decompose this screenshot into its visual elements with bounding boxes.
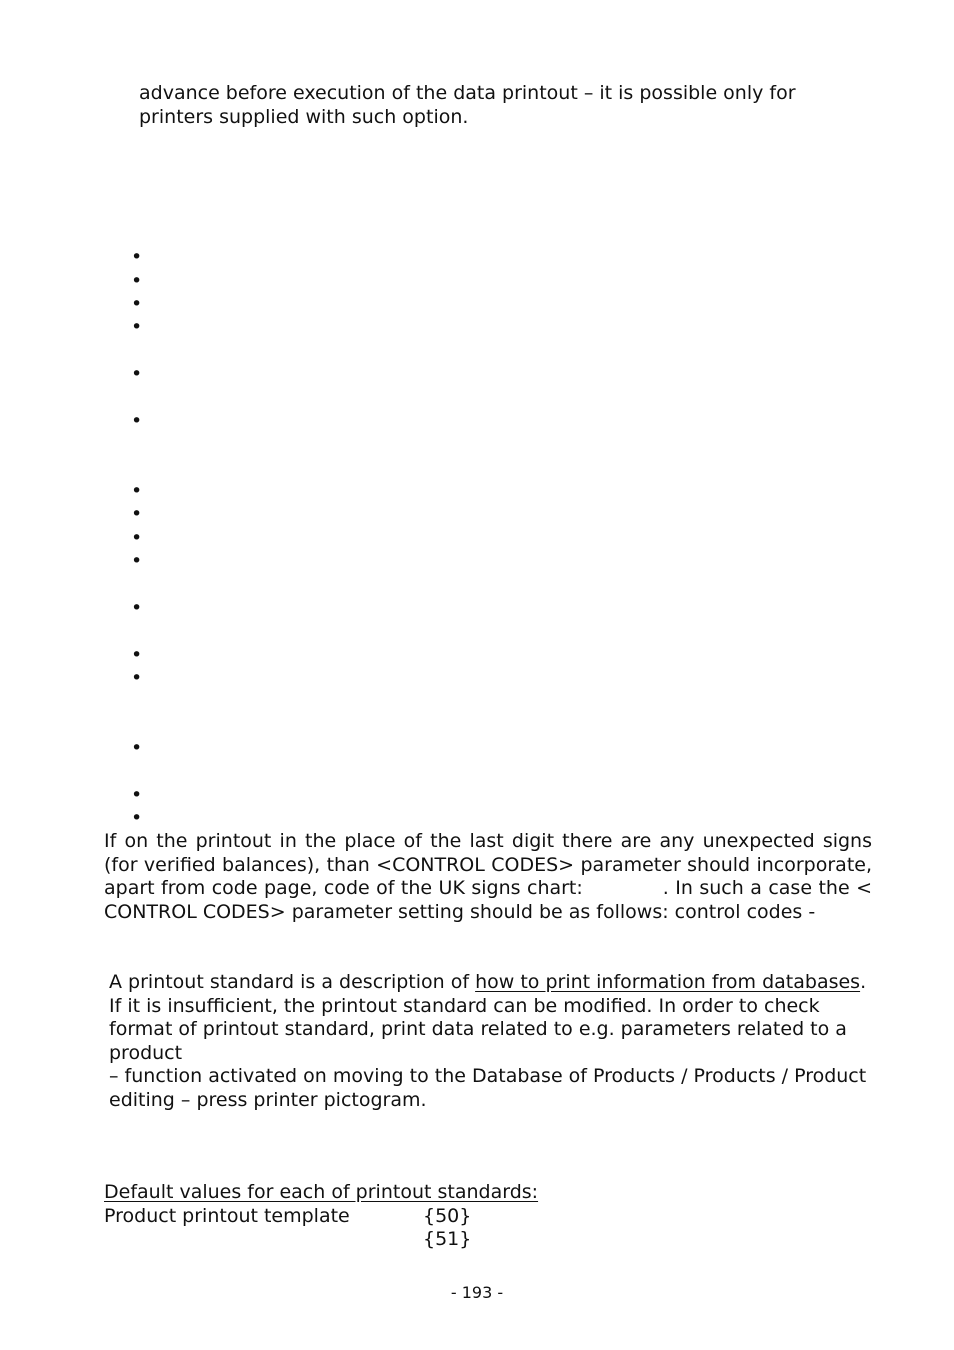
standard-post-text: . (860, 971, 867, 993)
bullet: • (131, 363, 143, 385)
bullet: • (131, 270, 143, 292)
standard-line-3: – function activated on moving to the Database of Products / Products / Product editing – press printer pictogram. (109, 1065, 867, 1111)
standard-line-2: If it is insufficient, the printout standard can be modified. In order to check format of printout standard, print data related to e.g. parameters related to a product (109, 994, 847, 1064)
control-codes-text-2: . In such a case the < CONTROL CODES> parameter setting should be as follows: control codes - (104, 877, 872, 923)
intro-line-1: advance before execution of the data printout – it is possible only for (139, 82, 796, 104)
bullet: • (131, 246, 143, 268)
control-codes-text-1: If on the printout in the place of the last digit there are any unexpected signs (for verified balances), than <CONTROL CODES> parameter should incorporate, apart from code page, code of the UK signs chart: (104, 830, 872, 899)
bullet: • (131, 550, 143, 572)
defaults-row-label: Product printout template (104, 1204, 350, 1227)
defaults-row (104, 1228, 804, 1252)
defaults-row-value: {50} (423, 1204, 472, 1227)
bullet: • (131, 667, 143, 689)
standard-line-1 (109, 971, 879, 995)
intro-text (139, 82, 859, 129)
bullet: • (131, 784, 143, 806)
standard-link: how to print information from databases (475, 971, 861, 993)
bullet: • (131, 807, 143, 829)
bullet: • (131, 644, 143, 666)
bullet: • (131, 316, 143, 338)
bullet: • (131, 410, 143, 432)
standard-pre-text: A printout standard is a description of (109, 971, 476, 993)
intro-line-2: printers supplied with such option. (139, 105, 469, 128)
page-number: - 193 - (450, 1283, 504, 1302)
defaults-row-value: {51} (423, 1228, 472, 1250)
bullet: • (131, 597, 143, 619)
bullet: • (131, 503, 143, 525)
defaults-row-label (104, 1228, 423, 1252)
bullet: • (131, 293, 143, 315)
bullet: • (131, 527, 143, 549)
printout-standard-description (109, 971, 879, 1112)
defaults-row (104, 1205, 804, 1229)
defaults-section (104, 1181, 804, 1252)
control-codes-paragraph (104, 830, 872, 924)
defaults-heading: Default values for each of printout standards: (104, 1181, 539, 1203)
bullet: • (131, 737, 143, 759)
bullet: • (131, 480, 143, 502)
